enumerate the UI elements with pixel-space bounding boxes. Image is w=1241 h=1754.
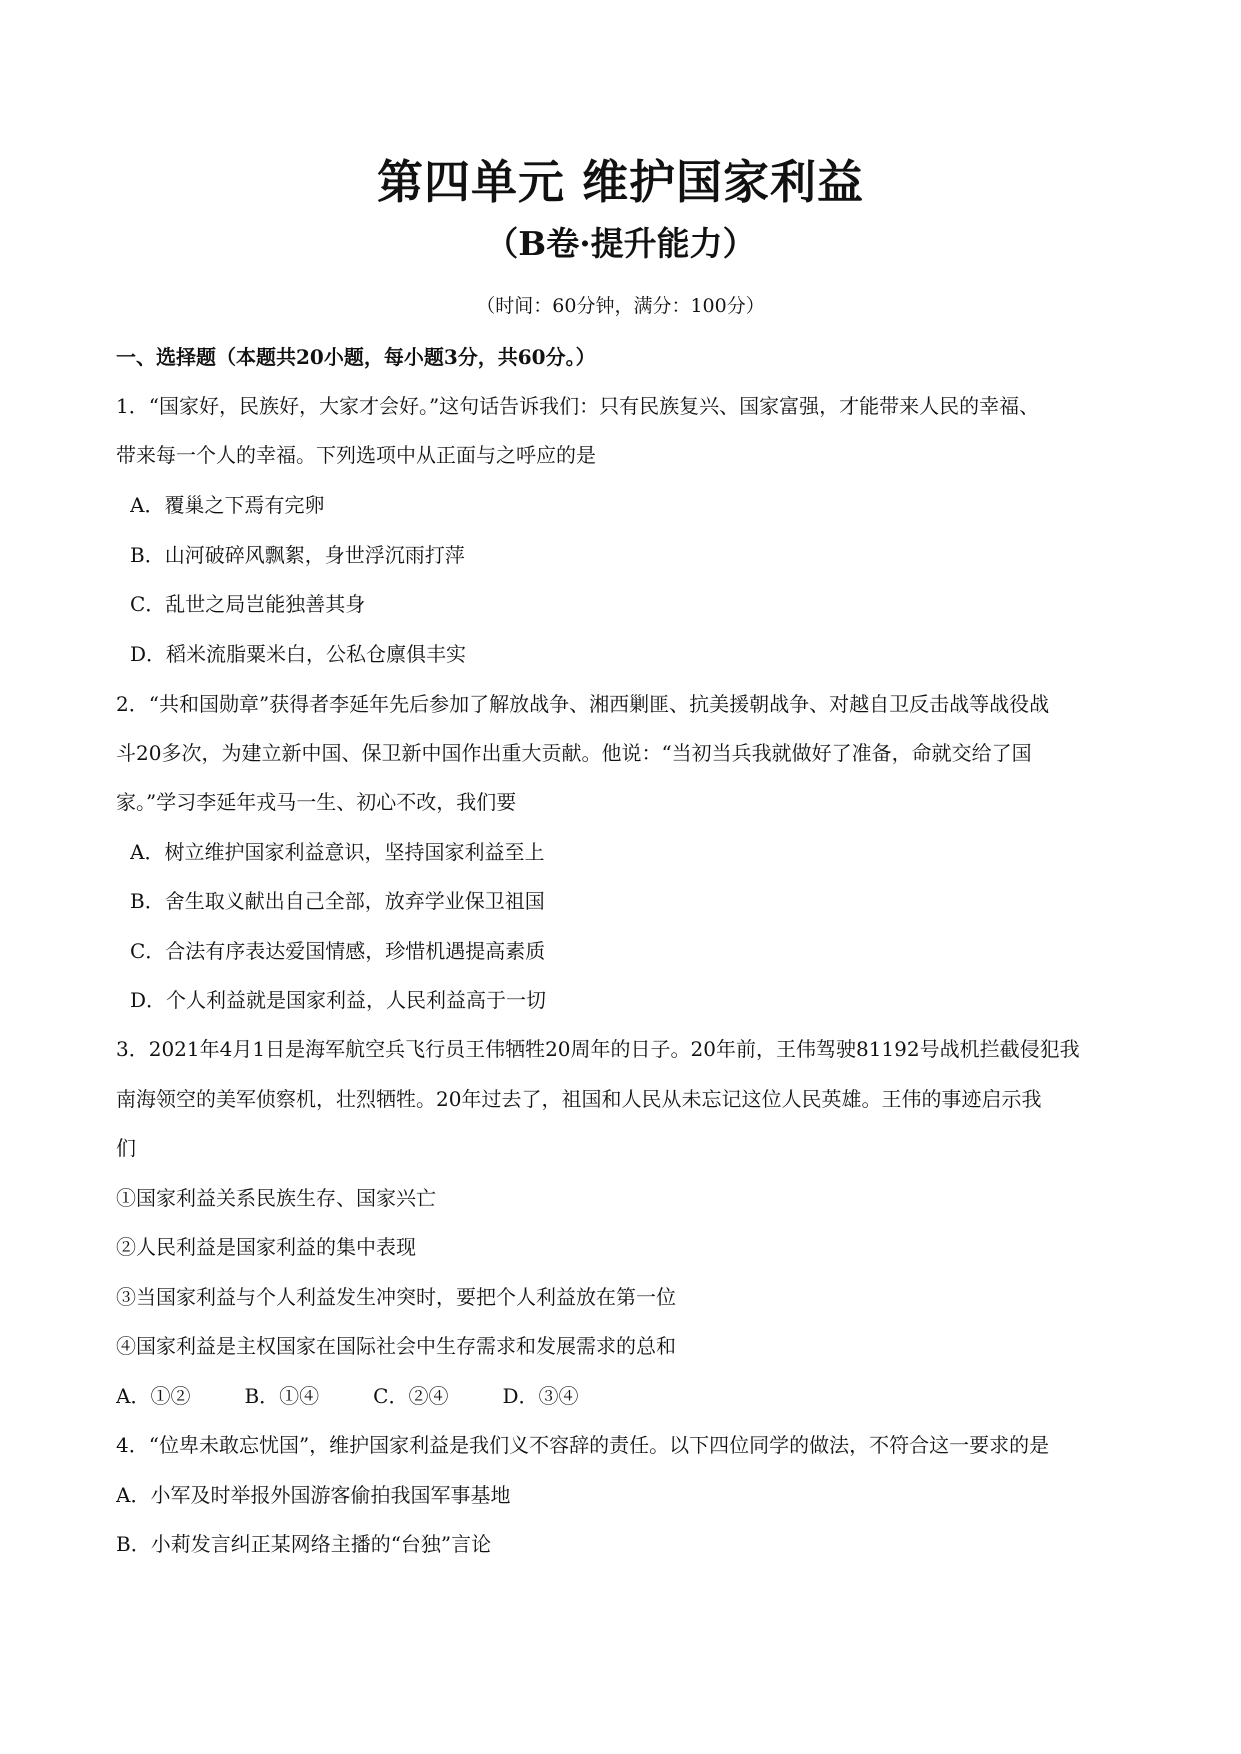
- page-subtitle: （B卷·提升能力）: [485, 224, 756, 263]
- question-3-option-a: A．①②: [116, 1384, 191, 1408]
- question-3-statement-3: ③当国家利益与个人利益发生冲突时，要把个人利益放在第一位: [116, 1285, 676, 1309]
- question-2-option-a: A．树立维护国家利益意识，坚持国家利益至上: [130, 840, 545, 864]
- question-3-option-d: D．③④: [502, 1384, 579, 1408]
- question-4-option-b: B．小莉发言纠正某网络主播的“台独”言论: [116, 1532, 492, 1556]
- page-title: 第四单元 维护国家利益: [376, 155, 864, 209]
- question-3-statement-1: ①国家利益关系民族生存、国家兴亡: [116, 1186, 436, 1210]
- section-heading: 一、选择题（本题共20小题，每小题3分，共60分。）: [116, 345, 596, 369]
- question-3-stem: 南海领空的美军侦察机，壮烈牺牲。20年过去了，祖国和人民从未忘记这位人民英雄。王伟的事迹启示我: [116, 1087, 1042, 1111]
- question-3-option-b: B．①④: [244, 1384, 320, 1408]
- question-1-option-b: B．山河破碎风飘絮，身世浮沉雨打萍: [130, 543, 465, 567]
- question-3-stem: 3．2021年4月1日是海军航空兵飞行员王伟牺牲20周年的日子。20年前，王伟驾驶81192号战机拦截侵犯我: [116, 1037, 1080, 1061]
- question-4-stem: 4．“位卑未敢忘忧国”，维护国家利益是我们义不容辞的责任。以下四位同学的做法，不符合这一要求的是: [116, 1433, 1050, 1457]
- question-3-stem: 们: [116, 1136, 136, 1160]
- question-1-stem: 带来每一个人的幸福。下列选项中从正面与之呼应的是: [116, 443, 596, 467]
- question-2-option-b: B．舍生取义献出自己全部，放弃学业保卫祖国: [130, 889, 545, 913]
- question-1-option-a: A．覆巢之下焉有完卵: [130, 493, 325, 517]
- question-3-options: [116, 1381, 1126, 1411]
- question-4-option-a: A．小军及时举报外国游客偷拍我国军事基地: [116, 1483, 511, 1507]
- question-2-option-c: C．合法有序表达爱国情感，珍惜机遇提高素质: [130, 939, 546, 963]
- question-1-option-d: D．稻米流脂粟米白，公私仓廪俱丰实: [130, 642, 467, 666]
- question-1-option-c: C．乱世之局岂能独善其身: [130, 592, 366, 616]
- question-3-statement-2: ②人民利益是国家利益的集中表现: [116, 1235, 416, 1259]
- question-2-option-d: D．个人利益就是国家利益，人民利益高于一切: [130, 988, 547, 1012]
- question-3-option-c: C．②④: [373, 1384, 449, 1408]
- question-3-statement-4: ④国家利益是主权国家在国际社会中生存需求和发展需求的总和: [116, 1334, 676, 1358]
- question-2-stem: 2．“共和国勋章”获得者李延年先后参加了解放战争、湘西剿匪、抗美援朝战争、对越自卫反击战等战役战: [116, 692, 1050, 716]
- question-2-stem: 斗20多次，为建立新中国、保卫新中国作出重大贡献。他说：“当初当兵我就做好了准备，命就交给了国: [116, 741, 1032, 765]
- exam-time-score: （时间：60分钟，满分：100分）: [476, 295, 765, 317]
- question-2-stem: 家。”学习李延年戎马一生、初心不改，我们要: [116, 790, 517, 814]
- question-1-stem: 1．“国家好，民族好，大家才会好。”这句话告诉我们：只有民族复兴、国家富强，才能带来人民的幸福、: [116, 394, 1040, 418]
